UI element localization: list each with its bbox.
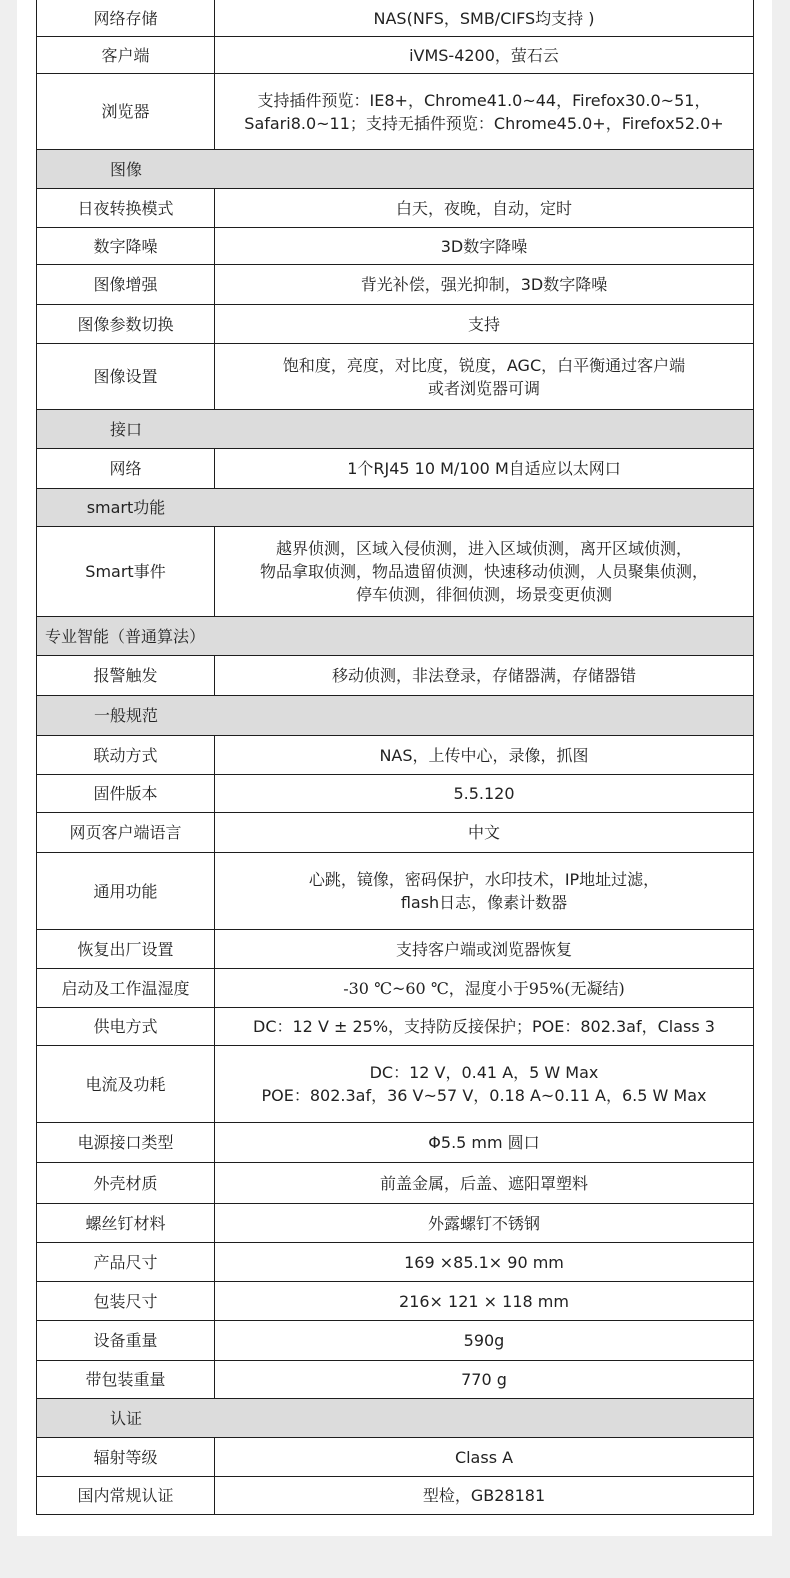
spec-value <box>215 189 754 228</box>
table-row <box>37 656 754 696</box>
spec-label: 固件版本 <box>37 775 215 813</box>
table-row <box>37 527 754 617</box>
spec-value <box>215 305 754 344</box>
table-row <box>37 853 754 930</box>
table-row <box>37 265 754 305</box>
spec-value-line: 型检，GB28181 <box>422 1486 546 1505</box>
section-title: 接口 <box>109 419 142 439</box>
spec-value-line: 3D数字降噪 <box>440 236 528 256</box>
spec-label: 图像设置 <box>37 344 215 410</box>
spec-value-line: -30 ℃~60 ℃，湿度小于95%(无凝结) <box>343 978 625 998</box>
section-header <box>37 489 754 527</box>
spec-value-line: DC：12 V ± 25%，支持防反接保护；POE：802.3af，Class 3 <box>253 1017 715 1036</box>
spec-label: 产品尺寸 <box>37 1243 215 1282</box>
spec-label: 网络 <box>37 449 215 489</box>
spec-value <box>215 853 754 930</box>
spec-value-line: 白天，夜晚，自动，定时 <box>395 198 572 218</box>
spec-value-line: 前盖金属，后盖、遮阳罩塑料 <box>379 1173 588 1193</box>
table-row <box>37 930 754 969</box>
spec-value-line: 物品拿取侦测，物品遗留侦测，快速移动侦测，人员聚集侦测， <box>259 562 708 581</box>
spec-label: 启动及工作温湿度 <box>37 969 215 1008</box>
spec-value <box>215 736 754 775</box>
table-row <box>37 189 754 228</box>
spec-value-line: 5.5.120 <box>453 784 515 803</box>
table-row <box>37 1123 754 1163</box>
spec-label: 外壳材质 <box>37 1163 215 1204</box>
spec-label: Smart事件 <box>37 527 215 617</box>
spec-label: 供电方式 <box>37 1008 215 1046</box>
spec-value <box>215 656 754 696</box>
spec-value-line: DC：12 V，0.41 A，5 W Max <box>369 1063 599 1082</box>
spec-label: 电源接口类型 <box>37 1123 215 1163</box>
section-header-cell <box>37 410 754 449</box>
table-row <box>37 449 754 489</box>
spec-value-line: 越界侦测，区域入侵侦测，进入区域侦测，离开区域侦测， <box>275 539 692 558</box>
spec-table-body <box>37 0 754 1515</box>
spec-label: 通用功能 <box>37 853 215 930</box>
spec-label: 浏览器 <box>37 74 215 150</box>
spec-value <box>215 0 754 37</box>
spec-value-line: 饱和度，亮度，对比度，锐度，AGC，白平衡通过客户端 <box>282 355 686 375</box>
spec-value-line: 支持 <box>467 314 500 334</box>
section-header <box>37 696 754 736</box>
spec-value <box>215 1046 754 1123</box>
spec-label: 客户端 <box>37 37 215 74</box>
section-header-cell <box>37 1399 754 1438</box>
spec-label: 带包装重量 <box>37 1361 215 1399</box>
section-title: smart功能 <box>86 498 166 517</box>
spec-value <box>215 775 754 813</box>
spec-value <box>215 1008 754 1046</box>
spec-label: 恢复出厂设置 <box>37 930 215 969</box>
table-row <box>37 736 754 775</box>
spec-label: 电流及功耗 <box>37 1046 215 1123</box>
table-row <box>37 74 754 150</box>
table-row <box>37 1163 754 1204</box>
spec-value <box>215 74 754 150</box>
spec-value <box>215 1321 754 1361</box>
section-header <box>37 150 754 189</box>
spec-value-line: NAS，上传中心，录像，抓图 <box>379 745 589 765</box>
spec-label: 辐射等级 <box>37 1438 215 1477</box>
spec-value-line: flash日志，像素计数器 <box>400 893 568 912</box>
table-row <box>37 813 754 853</box>
spec-value <box>215 969 754 1008</box>
section-header-cell <box>37 489 754 527</box>
table-row <box>37 1204 754 1243</box>
spec-value-line: Φ5.5 mm 圆口 <box>428 1133 540 1152</box>
spec-value <box>215 1438 754 1477</box>
spec-value-line: 支持插件预览：IE8+，Chrome41.0~44，Firefox30.0~51， <box>257 90 711 110</box>
section-title: 图像 <box>109 159 142 179</box>
spec-value-line: 590g <box>463 1331 505 1350</box>
spec-value <box>215 37 754 74</box>
spec-value <box>215 1123 754 1163</box>
section-title: 认证 <box>109 1408 142 1428</box>
spec-value-line: Class A <box>454 1447 514 1467</box>
spec-label: 螺丝钉材料 <box>37 1204 215 1243</box>
spec-value-line: Safari8.0~11；支持无插件预览：Chrome45.0+，Firefox52.0+ <box>244 113 724 133</box>
spec-value <box>215 344 754 410</box>
spec-value-line: 216× 121 × 118 mm <box>399 1291 569 1311</box>
spec-label: 网页客户端语言 <box>37 813 215 853</box>
spec-value <box>215 449 754 489</box>
section-header-cell <box>37 617 754 656</box>
spec-value-line: NAS(NFS，SMB/CIFS均支持 ) <box>373 8 595 28</box>
table-row <box>37 37 754 74</box>
table-row <box>37 305 754 344</box>
spec-value-line: 停车侦测，徘徊侦测，场景变更侦测 <box>355 585 612 604</box>
spec-label: 报警触发 <box>37 656 215 696</box>
table-row <box>37 1243 754 1282</box>
table-row <box>37 228 754 265</box>
spec-value-line: 770 g <box>461 1370 507 1389</box>
table-row <box>37 969 754 1008</box>
spec-value <box>215 1243 754 1282</box>
table-row <box>37 1008 754 1046</box>
spec-label: 图像参数切换 <box>37 305 215 344</box>
table-row <box>37 0 754 37</box>
spec-label: 联动方式 <box>37 736 215 775</box>
spec-value <box>215 228 754 265</box>
section-title: 专业智能（普通算法） <box>45 626 206 646</box>
spec-value <box>215 930 754 969</box>
spec-value-line: 中文 <box>467 823 500 842</box>
spec-label: 网络存储 <box>37 0 215 37</box>
spec-value-line: POE：802.3af，36 V~57 V，0.18 A~0.11 A，6.5 W Max <box>261 1086 707 1105</box>
table-row <box>37 775 754 813</box>
spec-label: 数字降噪 <box>37 228 215 265</box>
table-row <box>37 1361 754 1399</box>
spec-value <box>215 1204 754 1243</box>
spec-value <box>215 1282 754 1321</box>
table-row <box>37 1477 754 1515</box>
spec-value-line: 心跳，镜像，密码保护，水印技术，IP地址过滤， <box>308 870 660 889</box>
spec-value <box>215 265 754 305</box>
section-header <box>37 410 754 449</box>
spec-value-line: iVMS-4200，萤石云 <box>409 45 559 65</box>
table-row <box>37 344 754 410</box>
spec-value <box>215 1361 754 1399</box>
section-header <box>37 1399 754 1438</box>
spec-label: 设备重量 <box>37 1321 215 1361</box>
spec-table <box>36 0 754 1515</box>
table-row <box>37 1321 754 1361</box>
spec-value-line: 背光补偿，强光抑制，3D数字降噪 <box>360 275 608 294</box>
spec-label: 包装尺寸 <box>37 1282 215 1321</box>
section-title: 一般规范 <box>93 706 158 725</box>
spec-label: 图像增强 <box>37 265 215 305</box>
spec-label: 国内常规认证 <box>37 1477 215 1515</box>
spec-value-line: 支持客户端或浏览器恢复 <box>395 939 572 959</box>
spec-label: 日夜转换模式 <box>37 189 215 228</box>
table-row <box>37 1282 754 1321</box>
spec-value <box>215 1477 754 1515</box>
spec-value-line: 169 ×85.1× 90 mm <box>404 1252 564 1272</box>
spec-value <box>215 813 754 853</box>
section-header <box>37 617 754 656</box>
spec-value <box>215 527 754 617</box>
spec-value <box>215 1163 754 1204</box>
spec-value-line: 1个RJ45 10 M/100 M自适应以太网口 <box>347 459 621 478</box>
table-row <box>37 1046 754 1123</box>
section-header-cell <box>37 696 754 736</box>
spec-value-line: 外露螺钉不锈钢 <box>427 1213 540 1233</box>
table-row <box>37 1438 754 1477</box>
spec-value-line: 或者浏览器可调 <box>427 378 540 398</box>
section-header-cell <box>37 150 754 189</box>
spec-value-line: 移动侦测，非法登录，存储器满，存储器错 <box>331 666 636 685</box>
